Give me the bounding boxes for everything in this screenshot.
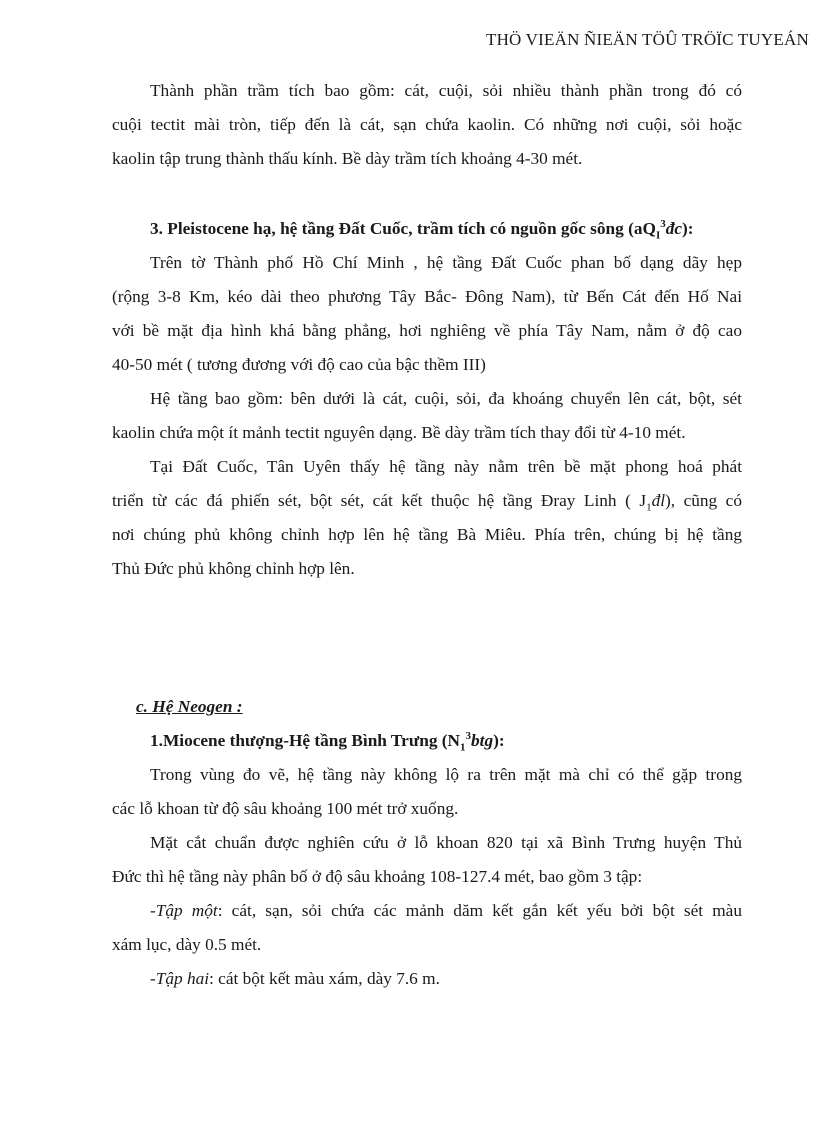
paragraph-line: Thành phần trầm tích bao gồm: cát, cuội, sỏi nhiều thành phần trong đó có — [150, 81, 742, 100]
paragraph-line — [112, 962, 742, 996]
heading-superscript: 3 — [660, 218, 666, 231]
dash: - — [150, 901, 156, 920]
paragraph-line — [112, 484, 742, 518]
section-c — [112, 690, 742, 996]
layer-label: Tập một — [155, 901, 218, 920]
paragraph-line: Trên tờ Thành phố Hồ Chí Minh , hệ tầng Đất Cuốc phan bố dạng dãy hẹp — [150, 253, 742, 272]
paragraph-line: Đức thì hệ tầng này phân bố ở độ sâu khoảng 108-127.4 mét, bao gồm 3 tập: — [112, 867, 643, 886]
heading-subscript: I — [655, 229, 661, 242]
paragraph-line: cuội tectit mài tròn, tiếp đến là cát, sạn chứa kaolin. Có những nơi cuội, sỏi hoặc — [112, 115, 742, 134]
layer-label: Tập hai — [155, 969, 210, 988]
heading-text: 3. Pleistocene hạ, hệ tầng Đất Cuốc, trầm tích có nguồn gốc sông (aQ — [150, 219, 656, 238]
paragraph-line: Trong vùng đo vẽ, hệ tầng này không lộ ra trên mặt mà chỉ có thể gặp trong — [150, 765, 742, 784]
intro-paragraph-block — [112, 74, 742, 176]
subscript: 1 — [646, 501, 652, 514]
paragraph-line: Hệ tầng bao gồm: bên dưới là cát, cuội, sỏi, đa khoáng chuyển lên cát, bột, sét — [150, 389, 742, 408]
heading-text: 1.Miocene thượng-Hệ tầng Bình Trưng (N — [150, 731, 461, 750]
heading-subscript: 1 — [460, 741, 466, 754]
heading-italic: đc — [665, 219, 683, 238]
paragraph-line: với bề mặt địa hình khá bằng phẳng, hơi nghiêng về phía Tây Nam, nằm ở độ cao — [112, 321, 742, 340]
subsection-heading — [112, 724, 742, 758]
paragraph-line: nơi chúng phủ không chỉnh hợp lên hệ tầng Bà Miêu. Phía trên, chúng bị hệ tầng — [112, 525, 742, 544]
line-text: ), cũng có — [665, 491, 742, 510]
paragraph-line — [112, 894, 742, 928]
heading-superscript: 3 — [465, 730, 472, 743]
paragraph-line: xám lục, dày 0.5 mét. — [112, 935, 262, 954]
heading-text: ): — [682, 219, 694, 238]
line-text: : cát bột kết màu xám, dày 7.6 m. — [209, 969, 440, 988]
heading-text: ): — [493, 731, 505, 750]
line-text: triển từ các đá phiến sét, bột sét, cát kết thuộc hệ tầng Đray Linh ( J — [112, 491, 647, 510]
page-header: THÖ VIEÄN ÑIEÄN TÖÛ TRÖÏC TUYEÁN — [486, 30, 809, 49]
paragraph-line: Tại Đất Cuốc, Tân Uyên thấy hệ tầng này nằm trên bề mặt phong hoá phát — [150, 457, 742, 476]
paragraph-line: Thủ Đức phủ không chỉnh hợp lên. — [112, 559, 355, 578]
paragraph-line: Mặt cắt chuẩn được nghiên cứu ở lỗ khoan 820 tại xã Bình Trưng huyện Thủ — [150, 833, 742, 852]
paragraph-line: (rộng 3-8 Km, kéo dài theo phương Tây Bắc- Đông Nam), từ Bến Cát đến Hố Nai — [112, 287, 742, 306]
paragraph-line: 40-50 mét ( tương đương với độ cao của bậc thềm III) — [112, 355, 486, 374]
paragraph-line: kaolin tập trung thành thấu kính. Bề dày trầm tích khoảng 4-30 mét. — [112, 149, 583, 168]
section-c-heading: c. Hệ Neogen : — [136, 697, 243, 716]
section-3 — [112, 212, 742, 586]
paragraph-line: kaolin chứa một ít mảnh tectit nguyên dạng. Bề dày trầm tích thay đổi từ 4-10 mét. — [112, 423, 686, 442]
italic-text: đl — [651, 491, 666, 510]
heading-italic: btg — [471, 731, 494, 750]
paragraph-line: các lỗ khoan từ độ sâu khoảng 100 mét trở xuống. — [112, 799, 459, 818]
section-3-heading — [112, 212, 742, 246]
dash: - — [150, 969, 156, 988]
line-text: : cát, sạn, sỏi chứa các mảnh dăm kết gắn kết yếu bởi bột sét màu — [217, 901, 742, 920]
